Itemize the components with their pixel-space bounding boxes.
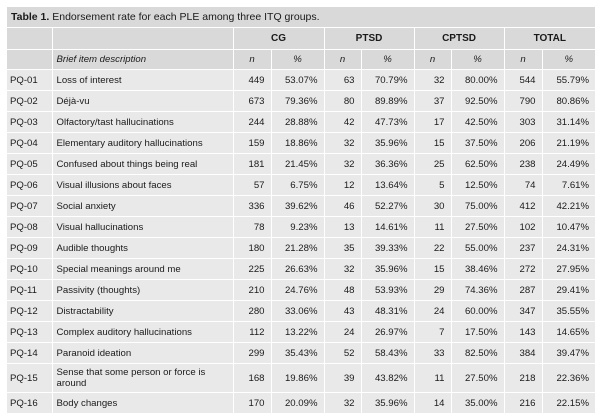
cptsd-pct-header: %: [451, 50, 504, 70]
cptsd-n-cell: 29: [414, 280, 451, 301]
total-pct-cell: 14.65%: [542, 322, 595, 343]
item-description-cell: Confused about things being real: [52, 154, 233, 175]
description-subheader: Brief item description: [52, 50, 233, 70]
total-pct-cell: 27.95%: [542, 259, 595, 280]
cptsd-pct-cell: 74.36%: [451, 280, 504, 301]
cg-pct-cell: 26.63%: [271, 259, 324, 280]
total-pct-cell: 55.79%: [542, 70, 595, 91]
item-description-cell: Complex auditory hallucinations: [52, 322, 233, 343]
cptsd-n-cell: 32: [414, 70, 451, 91]
table-row: [7, 301, 595, 322]
item-code-cell: PQ-03: [7, 112, 52, 133]
ptsd-n-cell: 43: [324, 301, 361, 322]
total-pct-cell: 22.36%: [542, 364, 595, 393]
cptsd-n-header: n: [414, 50, 451, 70]
total-n-header: n: [504, 50, 542, 70]
ptsd-n-cell: 32: [324, 133, 361, 154]
cg-pct-cell: 21.45%: [271, 154, 324, 175]
table-row: [7, 259, 595, 280]
cg-n-cell: 336: [233, 196, 271, 217]
ptsd-n-cell: 12: [324, 175, 361, 196]
sub-header-row: [7, 50, 595, 70]
total-n-cell: 216: [504, 393, 542, 414]
ptsd-pct-cell: 52.27%: [361, 196, 414, 217]
table-row: [7, 91, 595, 112]
ptsd-n-cell: 32: [324, 259, 361, 280]
cptsd-pct-cell: 35.00%: [451, 393, 504, 414]
total-n-cell: 143: [504, 322, 542, 343]
item-description-cell: Body changes: [52, 393, 233, 414]
table-row: [7, 322, 595, 343]
table-body: [7, 70, 595, 414]
cptsd-pct-cell: 12.50%: [451, 175, 504, 196]
cg-n-cell: 159: [233, 133, 271, 154]
item-description-cell: Passivity (thoughts): [52, 280, 233, 301]
cptsd-n-cell: 37: [414, 91, 451, 112]
cg-n-cell: 78: [233, 217, 271, 238]
total-n-cell: 102: [504, 217, 542, 238]
table-row: [7, 112, 595, 133]
cg-pct-cell: 39.62%: [271, 196, 324, 217]
cptsd-n-cell: 33: [414, 343, 451, 364]
table-row: [7, 393, 595, 414]
group-header-row: [7, 28, 595, 50]
cptsd-n-cell: 7: [414, 322, 451, 343]
data-table: [7, 28, 595, 414]
cptsd-n-cell: 25: [414, 154, 451, 175]
cptsd-pct-cell: 60.00%: [451, 301, 504, 322]
cptsd-pct-cell: 62.50%: [451, 154, 504, 175]
cg-pct-cell: 24.76%: [271, 280, 324, 301]
cptsd-pct-cell: 27.50%: [451, 364, 504, 393]
total-pct-cell: 29.41%: [542, 280, 595, 301]
cg-n-cell: 181: [233, 154, 271, 175]
cg-n-cell: 244: [233, 112, 271, 133]
table-row: [7, 154, 595, 175]
item-code-cell: PQ-05: [7, 154, 52, 175]
total-pct-cell: 24.49%: [542, 154, 595, 175]
item-code-cell: PQ-02: [7, 91, 52, 112]
item-description-cell: Audible thoughts: [52, 238, 233, 259]
item-description-cell: Distractability: [52, 301, 233, 322]
item-description-cell: Visual illusions about faces: [52, 175, 233, 196]
ptsd-n-cell: 46: [324, 196, 361, 217]
cg-n-cell: 225: [233, 259, 271, 280]
total-n-cell: 287: [504, 280, 542, 301]
item-code-cell: PQ-07: [7, 196, 52, 217]
ptsd-n-cell: 35: [324, 238, 361, 259]
table-row: [7, 133, 595, 154]
item-description-cell: Visual hallucinations: [52, 217, 233, 238]
cg-n-header: n: [233, 50, 271, 70]
table-row: [7, 238, 595, 259]
cptsd-n-cell: 11: [414, 364, 451, 393]
item-code-cell: PQ-14: [7, 343, 52, 364]
total-n-cell: 384: [504, 343, 542, 364]
cptsd-pct-cell: 55.00%: [451, 238, 504, 259]
item-code-cell: PQ-16: [7, 393, 52, 414]
cptsd-n-cell: 30: [414, 196, 451, 217]
total-n-cell: 347: [504, 301, 542, 322]
code-subheader: [7, 50, 52, 70]
ptsd-n-cell: 52: [324, 343, 361, 364]
item-code-cell: PQ-06: [7, 175, 52, 196]
total-n-cell: 74: [504, 175, 542, 196]
cg-n-cell: 280: [233, 301, 271, 322]
total-n-cell: 303: [504, 112, 542, 133]
total-pct-cell: 24.31%: [542, 238, 595, 259]
cg-n-cell: 168: [233, 364, 271, 393]
cg-pct-cell: 33.06%: [271, 301, 324, 322]
cg-n-cell: 170: [233, 393, 271, 414]
ptsd-pct-cell: 14.61%: [361, 217, 414, 238]
item-description-cell: Déjà-vu: [52, 91, 233, 112]
table-row: [7, 196, 595, 217]
ptsd-n-cell: 13: [324, 217, 361, 238]
table-row: [7, 70, 595, 91]
cptsd-n-cell: 15: [414, 133, 451, 154]
ptsd-pct-cell: 43.82%: [361, 364, 414, 393]
cptsd-pct-cell: 38.46%: [451, 259, 504, 280]
item-code-cell: PQ-04: [7, 133, 52, 154]
cptsd-pct-cell: 27.50%: [451, 217, 504, 238]
total-n-cell: 238: [504, 154, 542, 175]
item-code-cell: PQ-01: [7, 70, 52, 91]
cg-pct-cell: 19.86%: [271, 364, 324, 393]
total-pct-cell: 42.21%: [542, 196, 595, 217]
ptsd-pct-cell: 35.96%: [361, 259, 414, 280]
cg-pct-cell: 9.23%: [271, 217, 324, 238]
cg-n-cell: 673: [233, 91, 271, 112]
ptsd-pct-cell: 35.96%: [361, 393, 414, 414]
ptsd-n-cell: 63: [324, 70, 361, 91]
total-n-cell: 237: [504, 238, 542, 259]
ptsd-pct-cell: 26.97%: [361, 322, 414, 343]
cptsd-pct-cell: 37.50%: [451, 133, 504, 154]
cg-pct-cell: 13.22%: [271, 322, 324, 343]
cg-n-cell: 210: [233, 280, 271, 301]
total-pct-header: %: [542, 50, 595, 70]
cptsd-pct-cell: 75.00%: [451, 196, 504, 217]
cptsd-pct-cell: 82.50%: [451, 343, 504, 364]
cg-pct-cell: 20.09%: [271, 393, 324, 414]
table-row: [7, 343, 595, 364]
cg-pct-cell: 53.07%: [271, 70, 324, 91]
table-caption: [7, 7, 595, 28]
cptsd-pct-cell: 92.50%: [451, 91, 504, 112]
ptsd-pct-cell: 36.36%: [361, 154, 414, 175]
item-code-cell: PQ-12: [7, 301, 52, 322]
cptsd-n-cell: 14: [414, 393, 451, 414]
cg-pct-cell: 21.28%: [271, 238, 324, 259]
group-header-ptsd: PTSD: [324, 28, 414, 50]
cg-pct-cell: 28.88%: [271, 112, 324, 133]
total-pct-cell: 35.55%: [542, 301, 595, 322]
item-description-cell: Paranoid ideation: [52, 343, 233, 364]
cg-n-cell: 449: [233, 70, 271, 91]
cptsd-pct-cell: 17.50%: [451, 322, 504, 343]
endorsement-table: [7, 7, 595, 414]
item-description-cell: Olfactory/tast hallucinations: [52, 112, 233, 133]
cptsd-pct-cell: 42.50%: [451, 112, 504, 133]
group-header-cptsd: CPTSD: [414, 28, 504, 50]
total-n-cell: 206: [504, 133, 542, 154]
cg-n-cell: 57: [233, 175, 271, 196]
table-caption-label: Table 1.: [11, 11, 50, 23]
table-row: [7, 364, 595, 393]
ptsd-n-cell: 32: [324, 393, 361, 414]
cg-pct-cell: 35.43%: [271, 343, 324, 364]
cptsd-n-cell: 5: [414, 175, 451, 196]
cg-pct-header: %: [271, 50, 324, 70]
item-description-cell: Elementary auditory hallucinations: [52, 133, 233, 154]
corner-cell: [7, 28, 52, 50]
group-header-total: TOTAL: [504, 28, 595, 50]
total-pct-cell: 21.19%: [542, 133, 595, 154]
item-description-cell: Social anxiety: [52, 196, 233, 217]
item-description-cell: Loss of interest: [52, 70, 233, 91]
table-row: [7, 217, 595, 238]
item-description-cell: Sense that some person or force is around: [52, 364, 233, 393]
cptsd-n-cell: 11: [414, 217, 451, 238]
table-row: [7, 280, 595, 301]
ptsd-pct-cell: 39.33%: [361, 238, 414, 259]
cg-pct-cell: 6.75%: [271, 175, 324, 196]
cptsd-n-cell: 17: [414, 112, 451, 133]
item-code-cell: PQ-13: [7, 322, 52, 343]
cptsd-n-cell: 24: [414, 301, 451, 322]
ptsd-n-cell: 39: [324, 364, 361, 393]
ptsd-pct-cell: 70.79%: [361, 70, 414, 91]
total-n-cell: 544: [504, 70, 542, 91]
total-n-cell: 790: [504, 91, 542, 112]
cg-pct-cell: 18.86%: [271, 133, 324, 154]
item-code-cell: PQ-09: [7, 238, 52, 259]
total-pct-cell: 39.47%: [542, 343, 595, 364]
ptsd-n-header: n: [324, 50, 361, 70]
total-pct-cell: 22.15%: [542, 393, 595, 414]
ptsd-n-cell: 32: [324, 154, 361, 175]
total-n-cell: 272: [504, 259, 542, 280]
cg-pct-cell: 79.36%: [271, 91, 324, 112]
item-code-cell: PQ-11: [7, 280, 52, 301]
desc-group-cell: [52, 28, 233, 50]
ptsd-pct-header: %: [361, 50, 414, 70]
ptsd-pct-cell: 47.73%: [361, 112, 414, 133]
total-pct-cell: 80.86%: [542, 91, 595, 112]
ptsd-n-cell: 80: [324, 91, 361, 112]
table-caption-text: Endorsement rate for each PLE among three ITQ groups.: [52, 11, 320, 23]
item-code-cell: PQ-10: [7, 259, 52, 280]
ptsd-n-cell: 42: [324, 112, 361, 133]
ptsd-pct-cell: 53.93%: [361, 280, 414, 301]
cptsd-pct-cell: 80.00%: [451, 70, 504, 91]
ptsd-pct-cell: 48.31%: [361, 301, 414, 322]
cg-n-cell: 112: [233, 322, 271, 343]
total-pct-cell: 10.47%: [542, 217, 595, 238]
ptsd-pct-cell: 58.43%: [361, 343, 414, 364]
cg-n-cell: 299: [233, 343, 271, 364]
table-row: [7, 175, 595, 196]
group-header-cg: CG: [233, 28, 324, 50]
item-description-cell: Special meanings around me: [52, 259, 233, 280]
ptsd-pct-cell: 35.96%: [361, 133, 414, 154]
total-n-cell: 412: [504, 196, 542, 217]
total-pct-cell: 31.14%: [542, 112, 595, 133]
ptsd-n-cell: 24: [324, 322, 361, 343]
item-code-cell: PQ-08: [7, 217, 52, 238]
cg-n-cell: 180: [233, 238, 271, 259]
item-code-cell: PQ-15: [7, 364, 52, 393]
ptsd-pct-cell: 89.89%: [361, 91, 414, 112]
total-pct-cell: 7.61%: [542, 175, 595, 196]
cptsd-n-cell: 15: [414, 259, 451, 280]
cptsd-n-cell: 22: [414, 238, 451, 259]
ptsd-pct-cell: 13.64%: [361, 175, 414, 196]
total-n-cell: 218: [504, 364, 542, 393]
ptsd-n-cell: 48: [324, 280, 361, 301]
